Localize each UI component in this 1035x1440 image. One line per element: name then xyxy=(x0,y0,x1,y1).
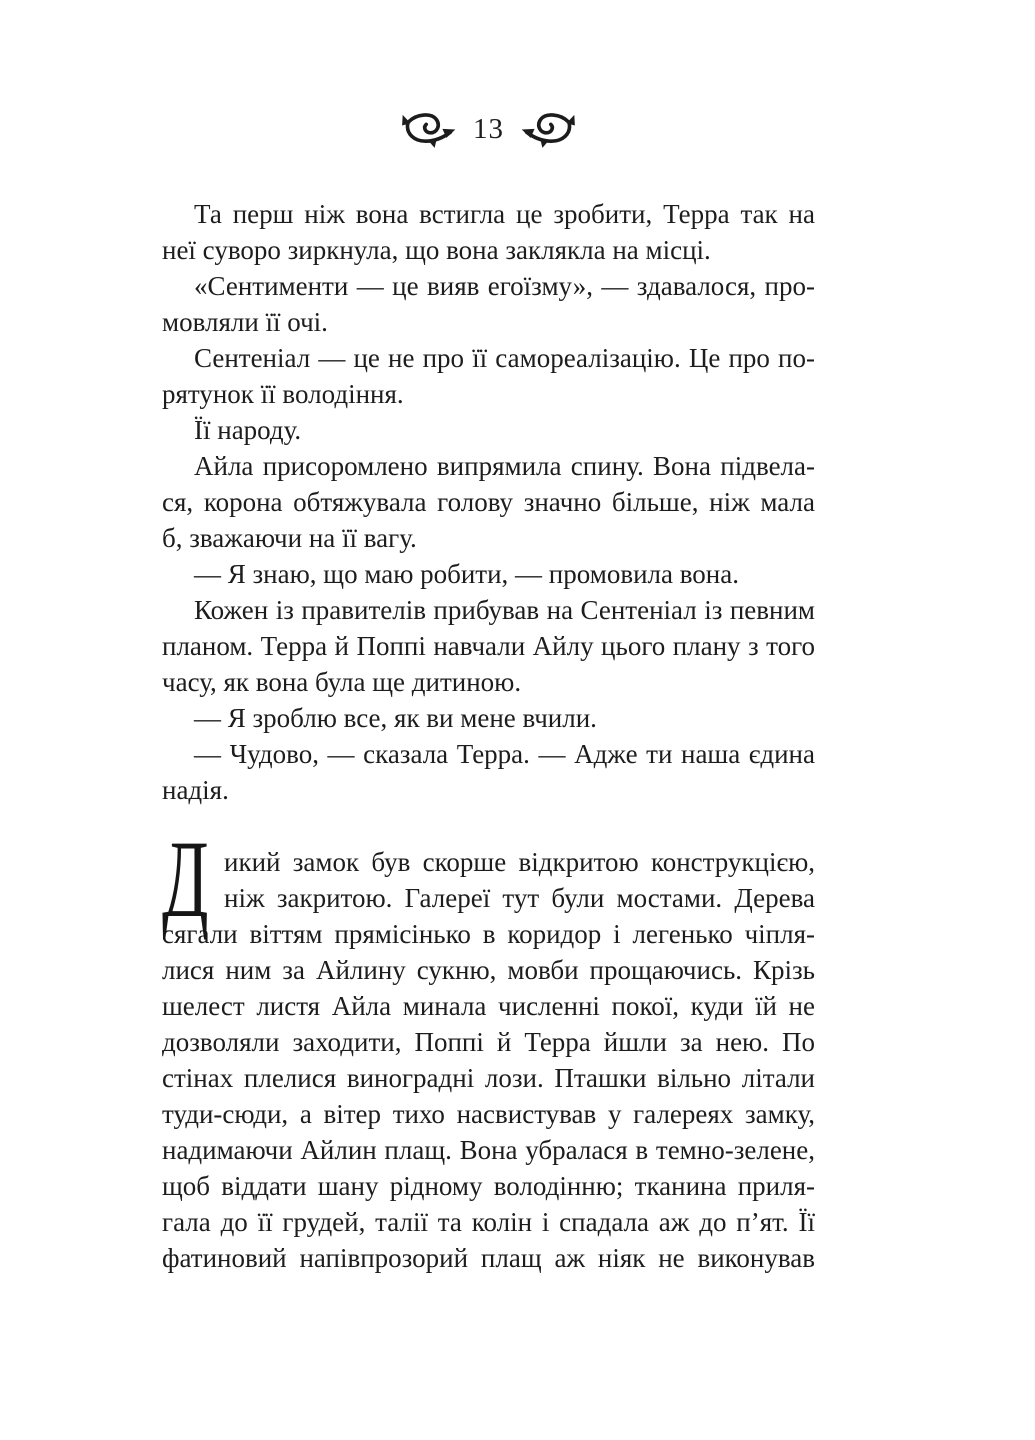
text-line: Сентеніал — це не про її самореалізацію. Це про по- xyxy=(194,343,815,373)
paragraph xyxy=(162,340,815,412)
text-line: Айла присоромлено випрямила спину. Вона підвела- xyxy=(194,451,815,481)
page-number: 13 xyxy=(473,112,504,145)
text-line: туди-сюди, а вітер тихо насвистував у галереях замку, xyxy=(162,1099,815,1129)
text-line: рятунок її володіння. xyxy=(162,379,404,409)
text-column xyxy=(162,196,815,1276)
text-line: мовляли її очі. xyxy=(162,307,328,337)
paragraph xyxy=(162,556,815,592)
text-line: икий замок був скорше відкритою конструкцією, xyxy=(224,847,815,877)
text-line: шелест листя Айла минала численні покої, куди їй не xyxy=(162,991,815,1021)
text-line: сягали віттям прямісінько в коридор і легенько чіпля- xyxy=(162,919,815,949)
text-line: — Я зроблю все, як ви мене вчили. xyxy=(194,703,597,733)
vine-flourish-right-icon xyxy=(520,111,576,149)
paragraph xyxy=(162,448,815,556)
paragraph xyxy=(162,268,815,340)
text-line: гала до її грудей, талії та колін і спадала аж до п’ят. Її xyxy=(162,1207,815,1237)
text-line: — Чудово, — сказала Терра. — Адже ти наша єдина xyxy=(194,739,815,769)
text-line: «Сентименти — це вияв егоїзму», — здавалося, про- xyxy=(194,271,815,301)
paragraph xyxy=(162,700,815,736)
drop-cap-paragraph xyxy=(162,818,815,1276)
text-line: б, зважаючи на її вагу. xyxy=(162,523,417,553)
text-line: планом. Терра й Поппі навчали Айлу цього плану з того xyxy=(162,631,815,661)
text-line: дозволяли заходити, Поппі й Терра йшли за нею. По xyxy=(162,1027,815,1057)
text-line: часу, як вона була ще дитиною. xyxy=(162,667,522,697)
paragraph xyxy=(162,412,815,448)
text-line: Кожен із правителів прибував на Сентеніал із певним xyxy=(194,595,815,625)
text-line: стінах плелися виноградні лози. Пташки вільно літали xyxy=(162,1063,815,1093)
text-line: щоб віддати шану рідному володінню; тканина приля- xyxy=(162,1171,815,1201)
paragraph xyxy=(162,196,815,268)
text-line: лися ним за Айлину сукню, мовби прощаючись. Крізь xyxy=(162,955,815,985)
paragraph xyxy=(162,736,815,808)
text-line: неї суворо зиркнула, що вона заклякла на місці. xyxy=(162,235,711,265)
vine-flourish-left-icon xyxy=(401,111,457,149)
text-line: — Я знаю, що маю робити, — промовила вона. xyxy=(194,559,739,589)
text-line: фатиновий напівпрозорий плащ аж ніяк не виконував xyxy=(162,1243,815,1273)
text-line: надія. xyxy=(162,775,229,805)
text-line: надимаючи Айлин плащ. Вона убралася в темно-зелене, xyxy=(162,1135,815,1165)
text-line: Та перш ніж вона встигла це зробити, Терра так на xyxy=(194,199,815,229)
text-line: Її народу. xyxy=(194,415,302,445)
text-line: ся, корона обтяжувала голову значно більше, ніж мала xyxy=(162,487,815,517)
drop-cap-letter: Д xyxy=(162,818,209,940)
paragraph xyxy=(162,592,815,700)
page-header xyxy=(162,106,815,154)
text-line: ніж закритою. Галереї тут були мостами. Дерева xyxy=(224,883,815,913)
